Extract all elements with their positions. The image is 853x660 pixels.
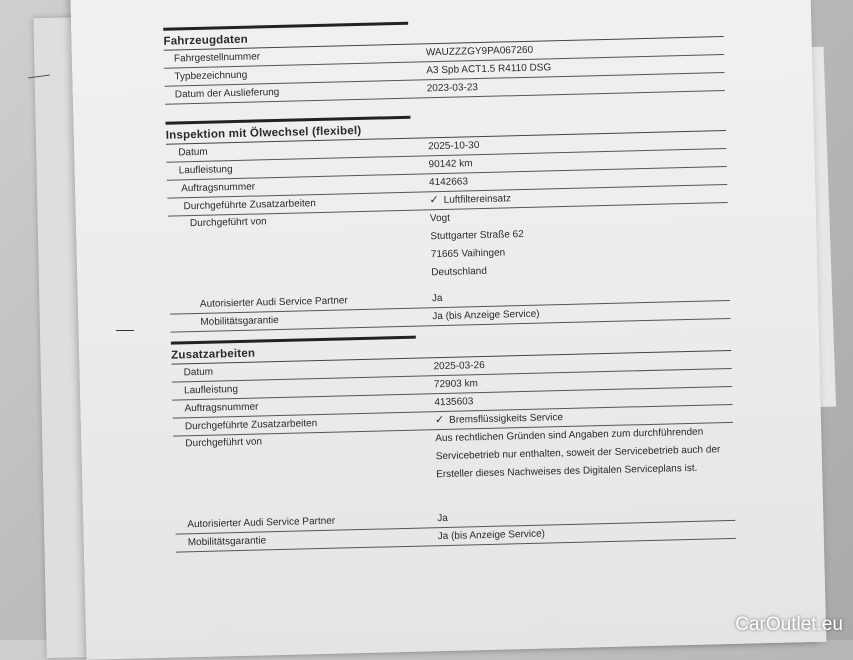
zusatz-value: Luftfiltereinsatz bbox=[443, 193, 512, 206]
row-label: Datum bbox=[183, 366, 214, 379]
section-title: Inspektion mit Ölwechsel (flexibel) bbox=[166, 114, 726, 145]
row-value: Ja bbox=[437, 512, 448, 525]
address-block bbox=[430, 208, 525, 282]
section-title: Zusatzarbeiten bbox=[171, 334, 731, 365]
row-label: Durchgeführt von bbox=[189, 216, 267, 230]
row-value: 2025-10-30 bbox=[428, 140, 480, 153]
watermark: CarOutlet.eu bbox=[735, 614, 843, 635]
row-label: Auftragsnummer bbox=[184, 401, 259, 415]
row-value bbox=[429, 190, 511, 209]
row-value: 72903 km bbox=[433, 378, 479, 391]
notice-line: Ersteller dieses Nachweises des Digitalen Serviceplans ist. bbox=[436, 462, 698, 481]
checkmark-icon: ✓ bbox=[434, 413, 445, 427]
row-value: 4142663 bbox=[428, 176, 469, 189]
address-line: 71665 Vaihingen bbox=[430, 247, 506, 261]
row-label: Mobilitätsgarantie bbox=[187, 535, 267, 549]
section-inspektion bbox=[166, 114, 731, 333]
row-value: Ja bbox=[431, 292, 443, 305]
row-label: Autorisierter Audi Service Partner bbox=[199, 295, 348, 310]
notice-line: Servicebetrieb nur enthalten, soweit der Servicebetrieb auch der bbox=[435, 444, 721, 463]
row-label: Mobilitätsgarantie bbox=[200, 315, 279, 328]
row-label: Durchgeführt von bbox=[185, 436, 263, 450]
address-line: Stuttgarter Straße 62 bbox=[430, 228, 524, 243]
pen-mark bbox=[116, 330, 134, 331]
row-value: 90142 km bbox=[428, 158, 473, 171]
row-durchgefuehrt-von bbox=[168, 203, 730, 297]
zusatz-value: Bremsflüssigkeits Service bbox=[448, 412, 564, 426]
checkmark-icon: ✓ bbox=[429, 194, 439, 207]
section-fahrzeugdaten bbox=[163, 20, 725, 105]
row-label: Auftragsnummer bbox=[181, 181, 256, 195]
row-label: Datum bbox=[178, 146, 208, 159]
section-title: Fahrzeugdaten bbox=[163, 20, 723, 51]
row-label: Typbezeichnung bbox=[174, 69, 248, 83]
row-value: Ja (bis Anzeige Service) bbox=[432, 308, 540, 323]
row-label: Durchgeführte Zusatzarbeiten bbox=[183, 198, 316, 213]
row-value: Ja (bis Anzeige Service) bbox=[437, 528, 546, 543]
row-label: Laufleistung bbox=[178, 164, 233, 177]
document-sheet bbox=[70, 0, 826, 660]
row-value bbox=[435, 409, 564, 429]
row-label: Laufleistung bbox=[183, 384, 239, 397]
address-line: Deutschland bbox=[431, 265, 487, 279]
row-durchgefuehrt-von bbox=[173, 423, 735, 517]
row-value: 2023-03-23 bbox=[426, 82, 479, 95]
section-zusatzarbeiten bbox=[171, 334, 736, 553]
row-label: Fahrgestellnummer bbox=[173, 51, 261, 65]
address-line: Vogt bbox=[429, 212, 451, 225]
row-value: WAUZZZGY9PA067260 bbox=[425, 44, 534, 59]
row-label: Datum der Auslieferung bbox=[174, 86, 280, 101]
row-value: 2025-03-26 bbox=[433, 359, 485, 373]
notice-block bbox=[435, 423, 721, 484]
row-label: Durchgeführte Zusatzarbeiten bbox=[184, 418, 318, 433]
row-label: Autorisierter Audi Service Partner bbox=[187, 515, 336, 531]
row-value: A3 Spb ACT1.5 R4110 DSG bbox=[426, 62, 552, 77]
row-value: 4135603 bbox=[434, 396, 474, 409]
notice-line: Aus rechtlichen Gründen sind Angaben zum durchführenden bbox=[435, 426, 704, 445]
